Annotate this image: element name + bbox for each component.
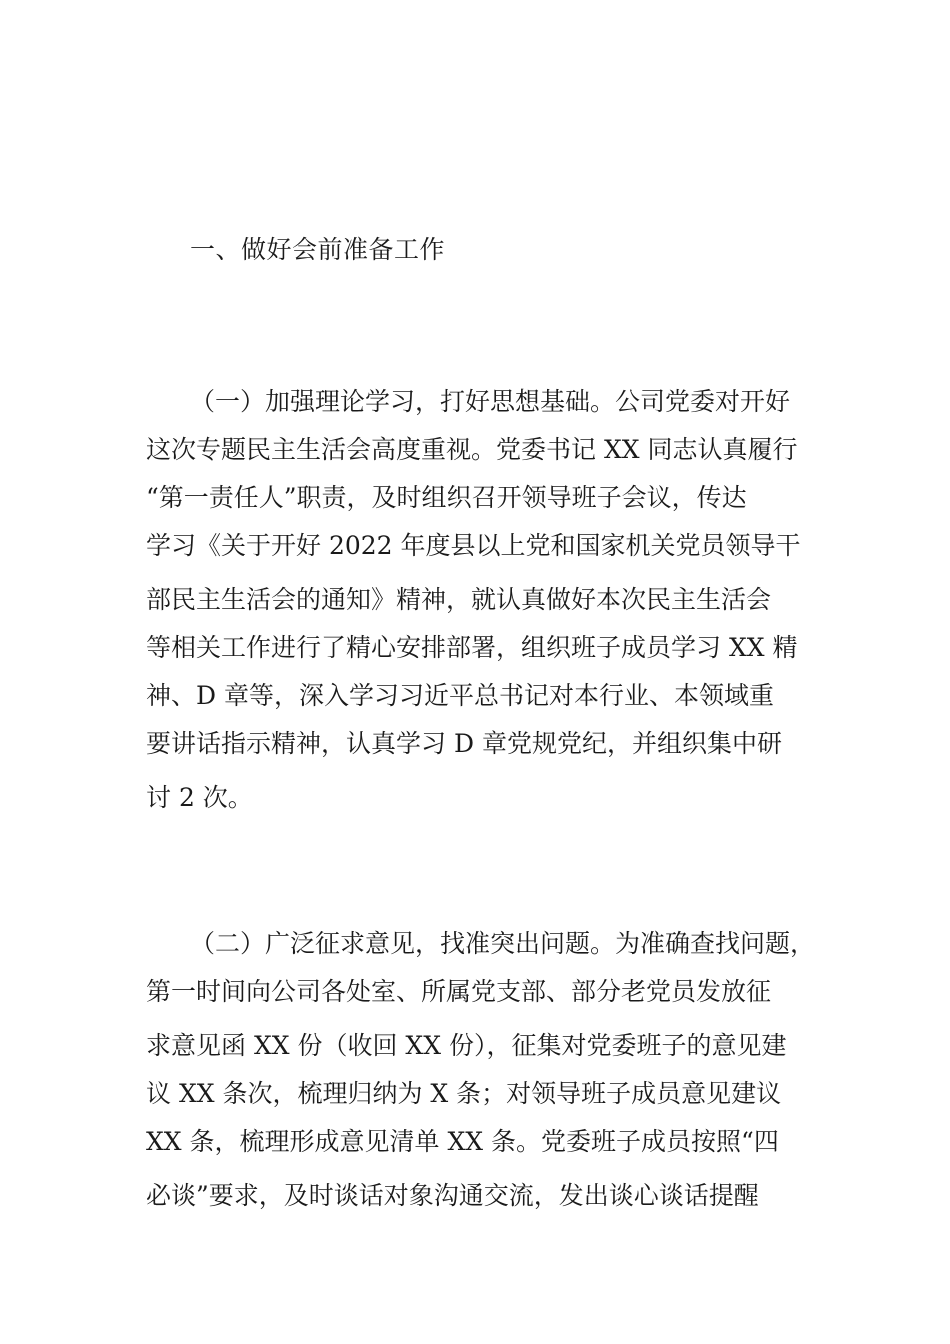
paragraph-2-line-4: 议 XX 条次，梳理归纳为 X 条；对领导班子成员意见建议 [146,1079,782,1108]
paragraph-1-line-5: 部民主生活会的通知》精神，就认真做好本次民主生活会 [146,585,772,614]
paragraph-2-line-2: 第一时间向公司各处室、所属党支部、部分老党员发放征 [146,977,772,1006]
paragraph-2-line-5: XX 条，梳理形成意见清单 XX 条。党委班子成员按照“四 [146,1127,779,1156]
paragraph-1-line-4: 学习《关于开好 2022 年度县以上党和国家机关党员领导干 [146,531,801,560]
paragraph-2-line-6: 必谈”要求，及时谈话对象沟通交流，发出谈心谈话提醒 [146,1181,759,1210]
paragraph-1-line-6: 等相关工作进行了精心安排部署，组织班子成员学习 XX 精 [146,633,798,662]
paragraph-1-line-9: 讨 2 次。 [146,783,253,812]
paragraph-1-line-3: “第一责任人”职责，及时组织召开领导班子会议，传达 [146,483,747,512]
paragraph-1-line-7: 神、D 章等，深入学习习近平总书记对本行业、本领域重 [146,681,774,710]
paragraph-1-line-1: （一）加强理论学习，打好思想基础。公司党委对开好 [190,387,791,416]
paragraph-1-line-8: 要讲话指示精神，认真学习 D 章党规党纪，并组织集中研 [146,729,782,758]
paragraph-1-line-2: 这次专题民主生活会高度重视。党委书记 XX 同志认真履行 [146,435,798,464]
paragraph-2-line-1: （二）广泛征求意见，找准突出问题。为准确查找问题， [190,929,816,958]
paragraph-2-line-3: 求意见函 XX 份（收回 XX 份），征集对党委班子的意见建 [146,1031,787,1060]
section-heading: 一、做好会前准备工作 [190,235,446,264]
